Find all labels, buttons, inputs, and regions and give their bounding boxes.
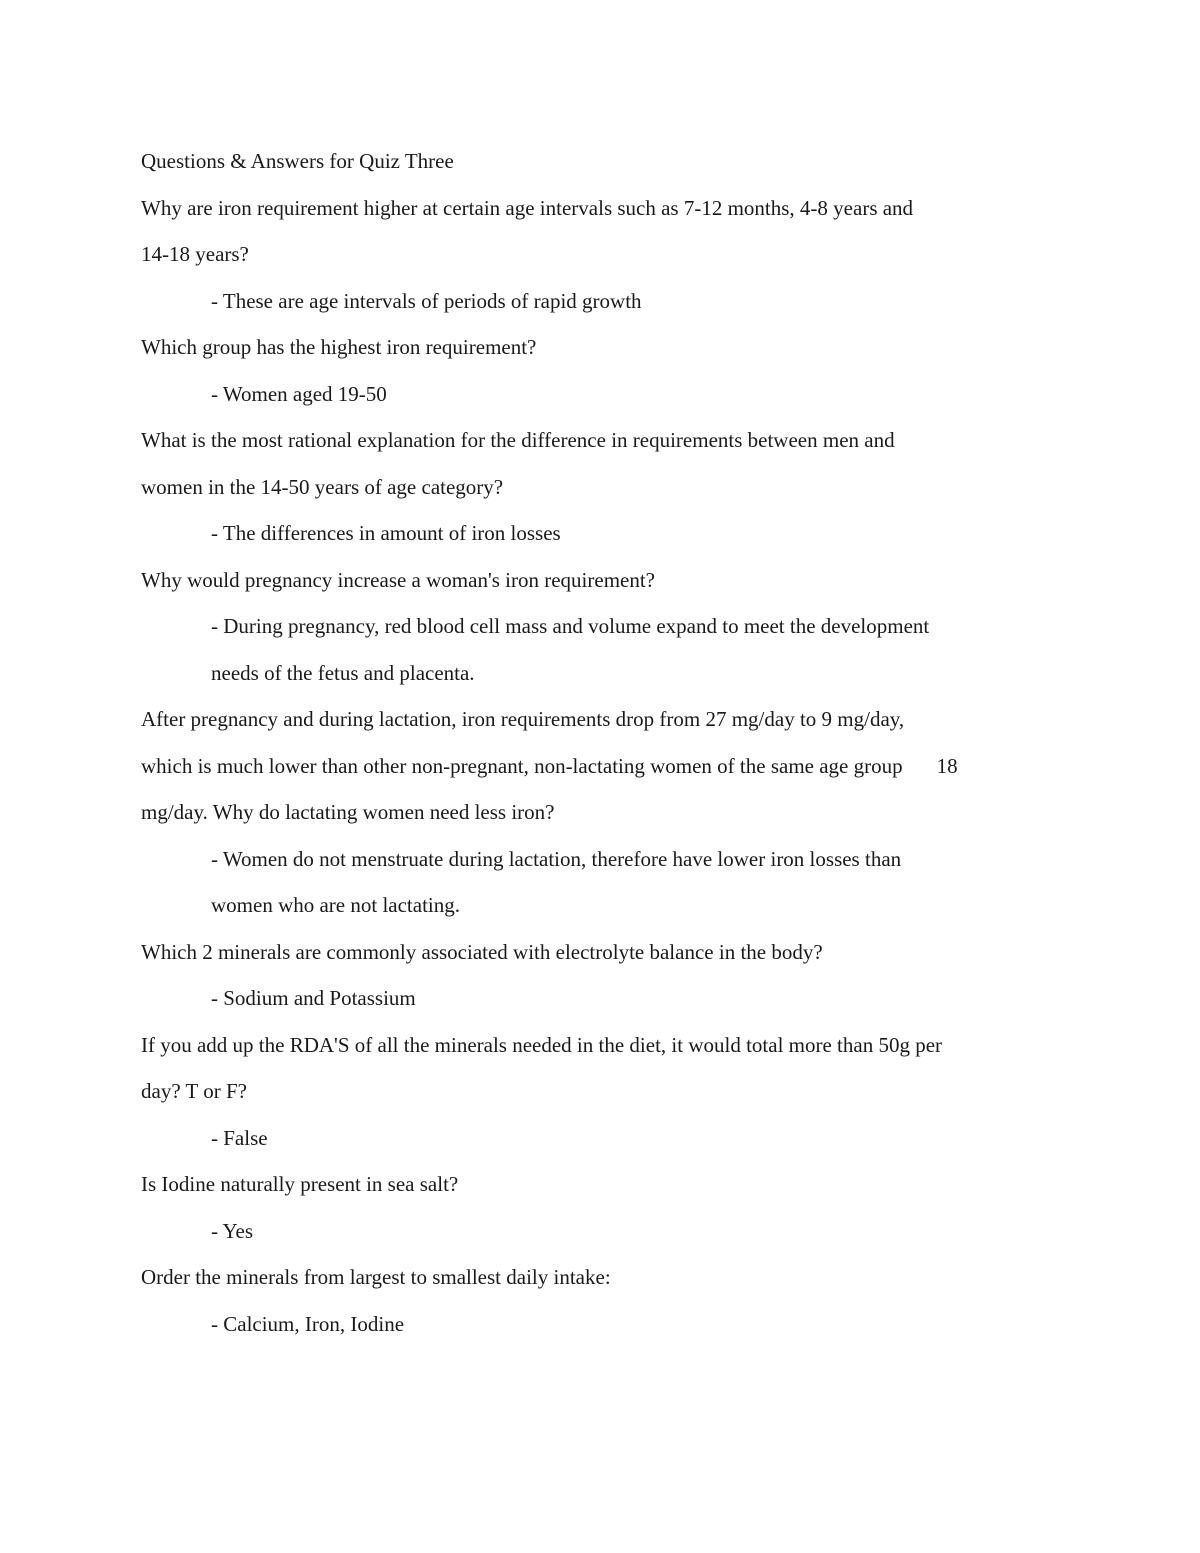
document-body bbox=[141, 138, 1061, 1347]
answer-line: - Calcium, Iron, Iodine bbox=[211, 1311, 405, 1336]
question-line: If you add up the RDA'S of all the minerals needed in the diet, it would total more than 50g per bbox=[141, 1032, 943, 1057]
document-title: Questions & Answers for Quiz Three bbox=[141, 149, 454, 173]
qa-item bbox=[141, 696, 1061, 929]
qa-item bbox=[141, 1161, 1061, 1254]
question-line bbox=[141, 743, 1061, 790]
answer-line: needs of the fetus and placenta. bbox=[211, 660, 475, 685]
answer-line: - The differences in amount of iron losses bbox=[211, 521, 561, 545]
qa-item bbox=[141, 929, 1061, 1022]
qa-item bbox=[141, 1254, 1061, 1347]
question-line: Which group has the highest iron requirement? bbox=[141, 335, 537, 359]
question-line: Why would pregnancy increase a woman's iron requirement? bbox=[141, 567, 656, 592]
question-line: mg/day. Why do lactating women need less iron? bbox=[141, 800, 555, 824]
answer-line: - Women aged 19-50 bbox=[211, 381, 387, 406]
answer-line: - Women do not menstruate during lactation, therefore have lower iron losses than bbox=[211, 846, 902, 871]
question-line: Which 2 minerals are commonly associated with electrolyte balance in the body? bbox=[141, 939, 823, 964]
question-line-text: which is much lower than other non-pregnant, non-lactating women of the same age group bbox=[141, 753, 903, 778]
question-line: Order the minerals from largest to smallest daily intake: bbox=[141, 1265, 611, 1289]
question-line: After pregnancy and during lactation, iron requirements drop from 27 mg/day to 9 mg/day, bbox=[141, 707, 905, 731]
qa-item bbox=[141, 1022, 1061, 1162]
question-line: day? T or F? bbox=[141, 1079, 247, 1103]
answer-line: - False bbox=[211, 1125, 268, 1150]
answer-line: - Sodium and Potassium bbox=[211, 986, 416, 1010]
question-line: Why are iron requirement higher at certain age intervals such as 7-12 months, 4-8 years and bbox=[141, 195, 914, 220]
answer-line: - These are age intervals of periods of rapid growth bbox=[211, 288, 642, 313]
qa-item bbox=[141, 417, 1061, 557]
question-line-tail: 18 bbox=[936, 753, 958, 778]
qa-item bbox=[141, 557, 1061, 697]
answer-line: - Yes bbox=[211, 1218, 254, 1243]
question-line: 14-18 years? bbox=[141, 242, 249, 266]
qa-item bbox=[141, 324, 1061, 417]
question-line: What is the most rational explanation for the difference in requirements between men and bbox=[141, 428, 895, 452]
question-line: women in the 14-50 years of age category? bbox=[141, 474, 504, 499]
answer-line: women who are not lactating. bbox=[211, 893, 461, 917]
qa-item bbox=[141, 185, 1061, 325]
question-line: Is Iodine naturally present in sea salt? bbox=[141, 1172, 459, 1196]
answer-line: - During pregnancy, red blood cell mass and volume expand to meet the development bbox=[211, 614, 930, 638]
